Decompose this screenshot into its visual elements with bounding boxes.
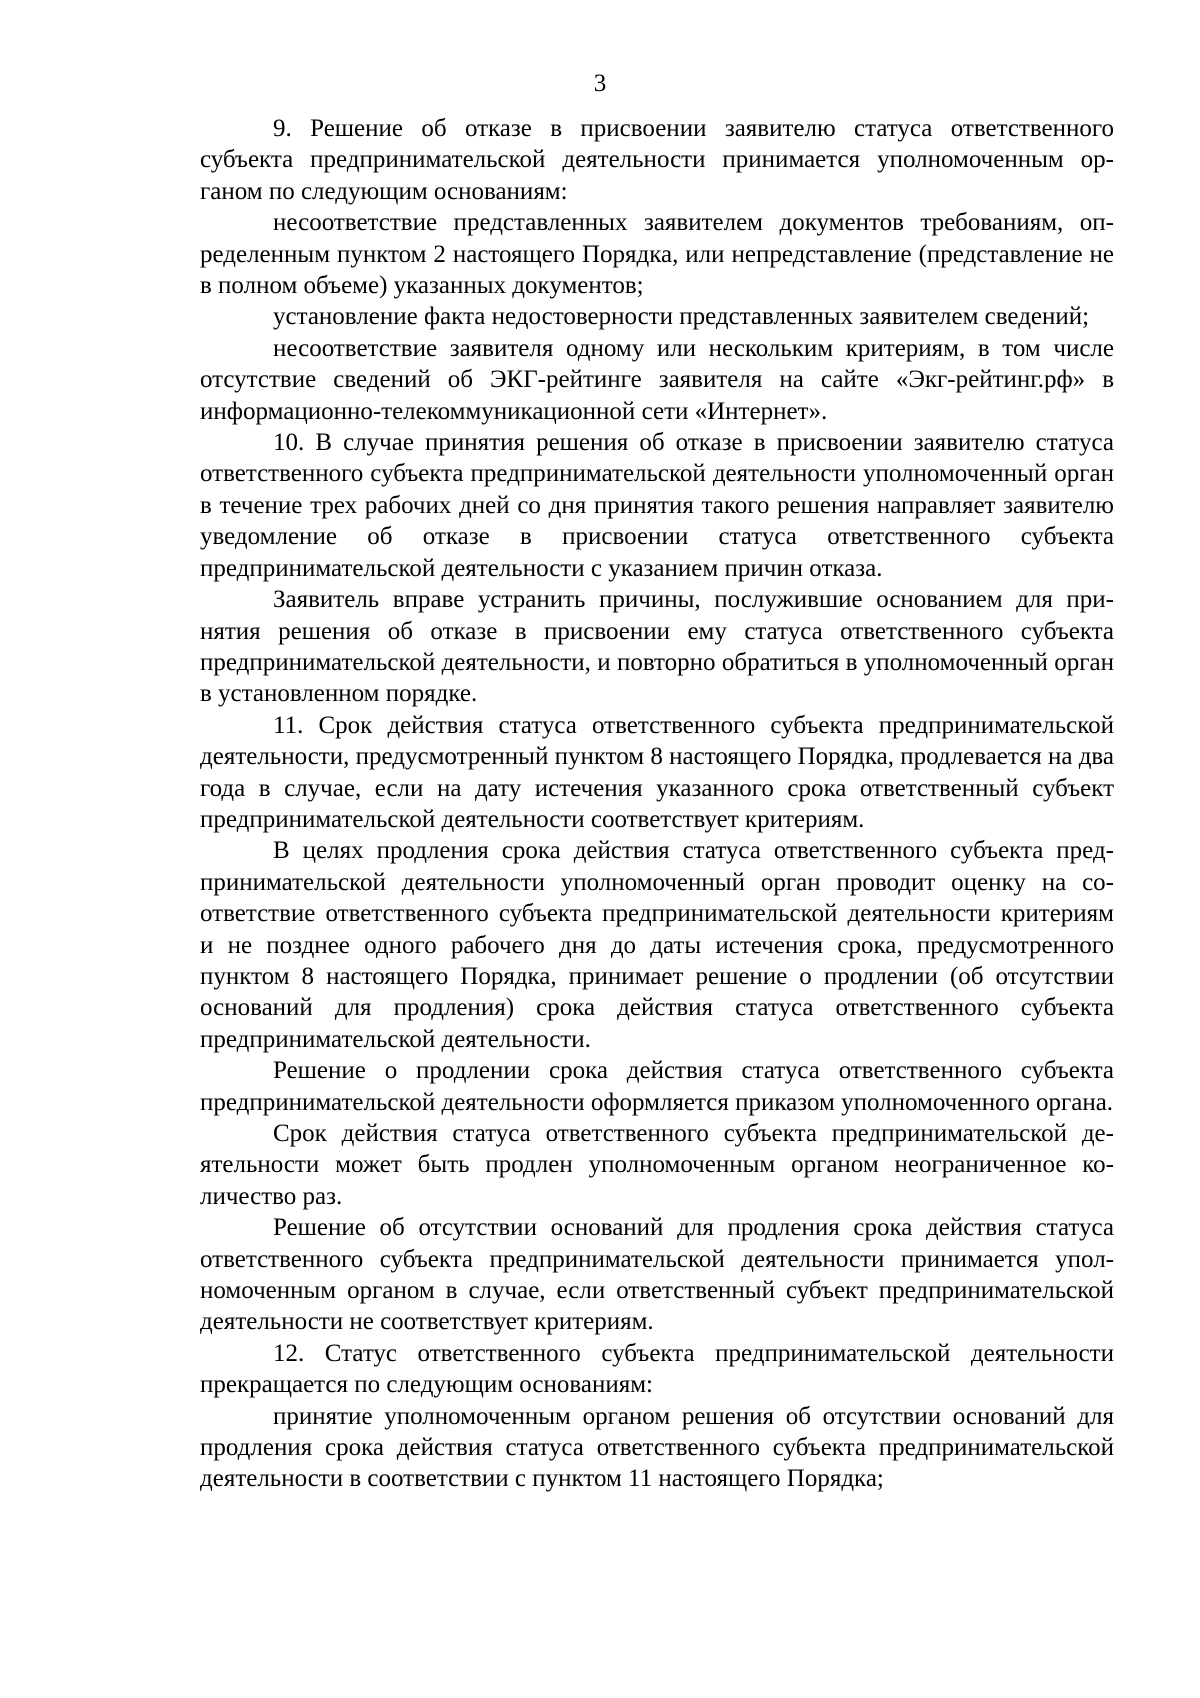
paragraph-10: 10. В случае принятия решения об отказе в присвоении заявителю статуса ответственного субъекта предпринимательской деятельности уполномоченный орган в течение трех рабочих дней со дня принятия такого решения направляет заявителю уведомление об отказе в присвоении статуса ответственного субъекта предпринимательской деятельности с указанием причин отказа. bbox=[200, 429, 1114, 582]
paragraph-10-reapply: Заявитель вправе устранить причины, послужившие основанием для принятия решения об отказе в присвоении ему статуса ответственного субъекта предпринимательской деятельности, и повторно обратиться в уполномоченный орган в установленном порядке. bbox=[200, 586, 1114, 708]
paragraph-11-extension-assessment: В целях продления срока действия статуса ответственного субъекта предпринимательской деятельности уполномоченный орган проводит оценку на соответствие ответственного субъекта предпринимательской деятельности критериям и не позднее одного рабочего дня до даты истечения срока, предусмотренного пунктом 8 настоящего Порядка, принимает решение о продлении (об отсутствии оснований для продления) срока действия статуса ответственного субъекта предпринимательской деятельности. bbox=[200, 837, 1114, 1053]
paragraph-11: 11. Срок действия статуса ответственного субъекта предпринимательской деятельности, предусмотренный пунктом 8 настоящего Порядка, продлевается на два года в случае, если на дату истечения указанного срока ответственный субъект предпринимательской деятельности соответствует критериям. bbox=[200, 711, 1114, 833]
paragraph-12: 12. Статус ответственного субъекта предпринимательской деятельности прекращается по следующим основаниям: bbox=[200, 1339, 1114, 1399]
page-number: 3 bbox=[593, 70, 607, 97]
paragraph-11-unlimited-extension: Срок действия статуса ответственного субъекта предпринимательской деятельности может быть продлен уполномоченным органом неограниченное количество раз. bbox=[200, 1120, 1114, 1210]
paragraph-9-ground-false-info: установление факта недостоверности представленных заявителем сведений; bbox=[273, 303, 1090, 331]
document-body bbox=[200, 113, 1114, 1495]
paragraph-11-no-grounds: Решение об отсутствии оснований для продления срока действия статуса ответственного субъекта предпринимательской деятельности принимается уполномоченным органом в случае, если ответственный субъект предпринимательской деятельности не соответствует критериям. bbox=[200, 1214, 1114, 1336]
paragraph-9-ground-documents: несоответствие представленных заявителем документов требованиям, определенным пунктом 2 настоящего Порядка, или непредставление (представление не в полном объеме) указанных документов; bbox=[200, 209, 1114, 300]
paragraph-12-ground-no-extension: принятие уполномоченным органом решения об отсутствии оснований для продления срока действия статуса ответственного субъекта предпринимательской деятельности в соответствии с пунктом 11 настоящего Порядка; bbox=[200, 1402, 1114, 1493]
paragraph-9-ground-criteria: несоответствие заявителя одному или нескольким критериям, в том числе отсутствие сведений об ЭКГ-рейтинге заявителя на сайте «Экг-рейтинг.рф» в информационно-телекоммуникационной сети «Интернет». bbox=[200, 334, 1114, 425]
paragraph-11-extension-order: Решение о продлении срока действия статуса ответственного субъекта предпринимательской деятельности оформляется приказом уполномоченного органа. bbox=[200, 1057, 1114, 1116]
paragraph-9: 9. Решение об отказе в присвоении заявителю статуса ответственного субъекта предпринимательской деятельности принимается уполномоченным органом по следующим основаниям: bbox=[200, 115, 1114, 205]
